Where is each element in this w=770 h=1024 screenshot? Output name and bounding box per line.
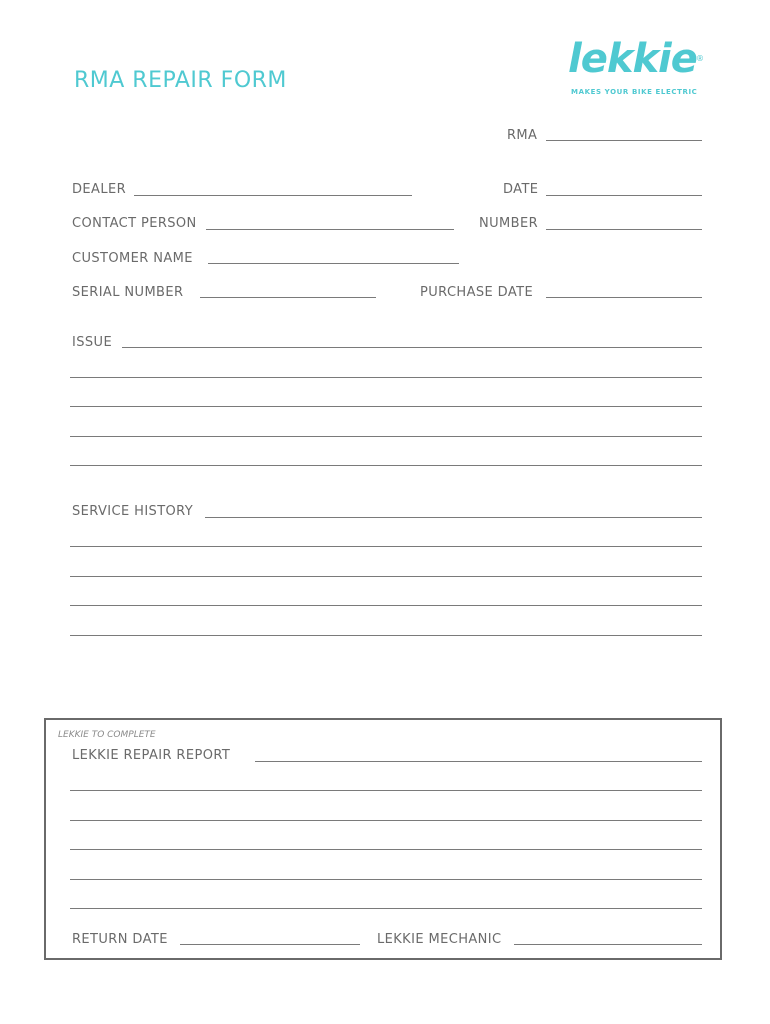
repair-report-field-line[interactable]: [70, 879, 702, 880]
service-history-field-line[interactable]: [70, 546, 702, 547]
customer-name-label: CUSTOMER NAME: [72, 251, 193, 266]
date-label: DATE: [503, 182, 539, 197]
contact-person-label: CONTACT PERSON: [72, 216, 197, 231]
return-date-label: RETURN DATE: [72, 932, 168, 947]
rma-label: RMA: [507, 128, 538, 143]
issue-field-line[interactable]: [122, 347, 702, 348]
registered-mark: ®: [696, 54, 704, 63]
issue-field-line[interactable]: [70, 436, 702, 437]
repair-report-field-line[interactable]: [70, 790, 702, 791]
lekkie-to-complete-note: LEKKIE TO COMPLETE: [58, 730, 156, 740]
date-field[interactable]: [546, 195, 702, 196]
purchase-date-field[interactable]: [546, 297, 702, 298]
service-history-field-line[interactable]: [70, 635, 702, 636]
service-history-field-line[interactable]: [205, 517, 702, 518]
issue-field-line[interactable]: [70, 377, 702, 378]
service-history-field-line[interactable]: [70, 605, 702, 606]
repair-report-field-line[interactable]: [70, 820, 702, 821]
serial-number-field[interactable]: [200, 297, 376, 298]
dealer-label: DEALER: [72, 182, 127, 197]
repair-report-field-line[interactable]: [70, 908, 702, 909]
issue-label: ISSUE: [72, 335, 113, 350]
page-title: RMA REPAIR FORM: [74, 68, 287, 93]
return-date-field[interactable]: [180, 944, 360, 945]
service-history-label: SERVICE HISTORY: [72, 504, 194, 519]
customer-name-field[interactable]: [208, 263, 459, 264]
issue-field-line[interactable]: [70, 465, 702, 466]
logo-tagline: MAKES YOUR BIKE ELECTRIC: [571, 88, 698, 96]
lekkie-repair-report-label: LEKKIE REPAIR REPORT: [72, 748, 231, 763]
lekkie-logo: [568, 36, 708, 100]
repair-report-field-line[interactable]: [255, 761, 702, 762]
purchase-date-label: PURCHASE DATE: [420, 285, 534, 300]
logo-wordmark: lekkie: [568, 36, 697, 82]
lekkie-mechanic-label: LEKKIE MECHANIC: [377, 932, 502, 947]
dealer-field[interactable]: [134, 195, 412, 196]
contact-person-field[interactable]: [206, 229, 454, 230]
rma-field[interactable]: [546, 140, 702, 141]
lekkie-mechanic-field[interactable]: [514, 944, 702, 945]
repair-report-field-line[interactable]: [70, 849, 702, 850]
serial-number-label: SERIAL NUMBER: [72, 285, 184, 300]
issue-field-line[interactable]: [70, 406, 702, 407]
number-field[interactable]: [546, 229, 702, 230]
number-label: NUMBER: [479, 216, 539, 231]
service-history-field-line[interactable]: [70, 576, 702, 577]
